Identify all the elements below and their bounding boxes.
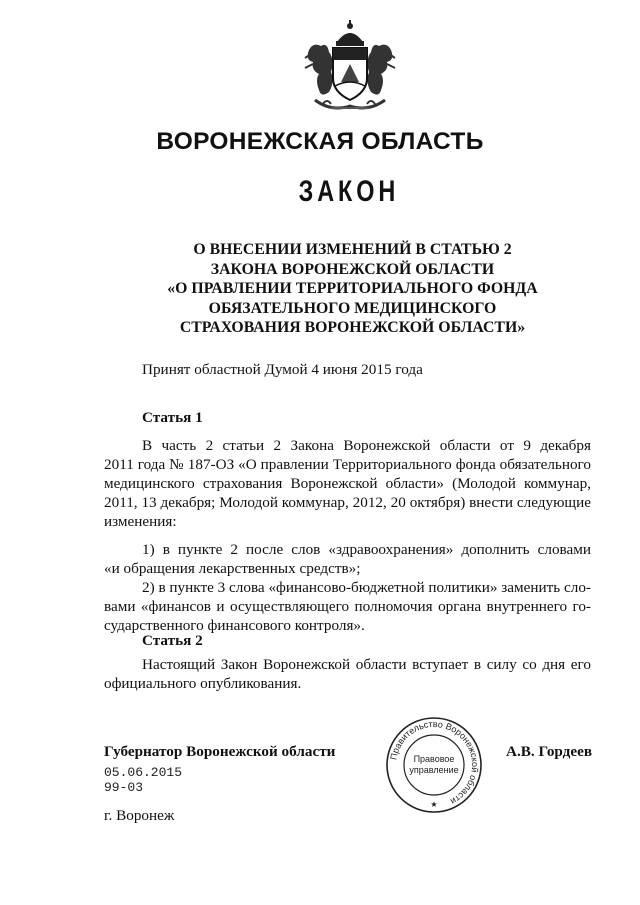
text-line: Настоящий Закон Воронежской области вступает в силу со дня его: [142, 656, 591, 673]
article-2-heading: Статья 2: [142, 632, 203, 649]
subject-line: ОБЯЗАТЕЛЬНОГО МЕДИЦИНСКОГО: [208, 299, 497, 317]
document-type-title: ЗАКОН: [298, 175, 400, 208]
adoption-note: Принят областной Думой 4 июня 2015 года: [142, 361, 423, 378]
text-line: 2) в пункте 3 слова «финансово-бюджетной политики» заменить сло-: [142, 579, 591, 596]
text-line: официального опубликования.: [104, 675, 302, 692]
subject-line: ЗАКОНА ВОРОНЕЖСКОЙ ОБЛАСТИ: [210, 260, 495, 278]
subject-line: О ВНЕСЕНИИ ИЗМЕНЕНИЙ В СТАТЬЮ 2: [193, 241, 512, 258]
signatory-position: Губернатор Воронежской области: [104, 743, 336, 760]
law-number: 99-03: [104, 780, 144, 795]
coat-of-arms-emblem: [301, 20, 399, 116]
signing-date: 05.06.2015: [104, 765, 183, 780]
text-line: 2011 года № 187-ОЗ «О правлении Территориального фонда обязательного: [104, 456, 591, 473]
text-line: «и обращения лекарственных средств»;: [104, 560, 361, 577]
subject-line: «О ПРАВЛЕНИИ ТЕРРИТОРИАЛЬНОГО ФОНДА: [167, 280, 538, 297]
stamp-outer-text: Правительство Воронежской области: [388, 718, 481, 807]
article-1-heading: Статья 1: [142, 409, 203, 426]
text-line: 1) в пункте 2 после слов «здравоохранения» дополнить словами: [142, 541, 591, 558]
text-line: вами «финансов и осуществляющего полномочия органа внутреннего го-: [104, 598, 591, 615]
signatory-name: А.В. Гордеев: [506, 743, 593, 760]
article-1-intro: [104, 436, 591, 531]
text-line: медицинского страхования Воронежской области» (Молодой коммунар,: [104, 475, 591, 492]
stamp-inner-line: Правовое: [413, 754, 455, 764]
official-stamp: [384, 715, 484, 815]
text-line: сударственного финансового контроля».: [104, 617, 365, 634]
signing-city: г. Воронеж: [104, 807, 175, 824]
text-line: 2011, 13 декабря; Молодой коммунар, 2012, 20 октября) внести следующие: [104, 494, 591, 511]
text-line: В часть 2 статьи 2 Закона Воронежской области от 9 декабря: [142, 437, 591, 454]
text-line: изменения:: [104, 513, 177, 530]
article-2-body: [104, 655, 591, 693]
article-1-items: [104, 540, 591, 635]
region-title: ВОРОНЕЖСКАЯ ОБЛАСТЬ: [156, 128, 484, 155]
subject-line: СТРАХОВАНИЯ ВОРОНЕЖСКОЙ ОБЛАСТИ»: [179, 319, 526, 336]
star-icon: ★: [430, 800, 438, 809]
law-subject-title: [60, 240, 640, 338]
stamp-inner-line: управление: [409, 765, 459, 775]
